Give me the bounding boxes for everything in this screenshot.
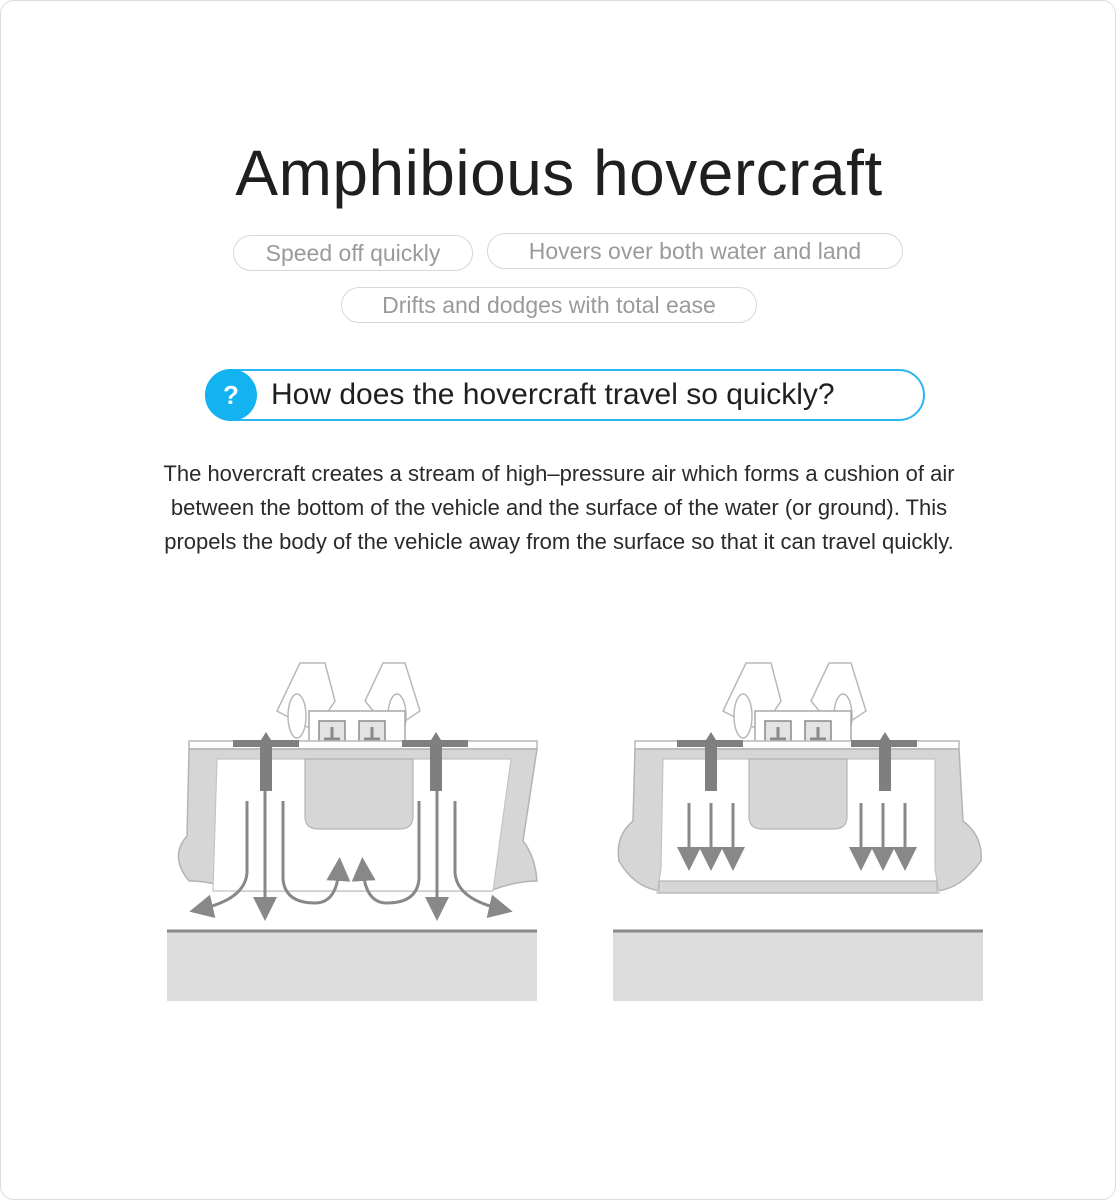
feature-tag-drift: Drifts and dodges with total ease — [341, 287, 757, 323]
feature-tag-speed: Speed off quickly — [233, 235, 473, 271]
ground-icon — [167, 931, 537, 1001]
question-banner — [205, 369, 925, 421]
page-title: Amphibious hovercraft — [235, 137, 883, 209]
ground-icon — [613, 931, 983, 1001]
description-text: The hovercraft creates a stream of high–pressure air which forms a cushion of air between the bottom of the vehicle and the surface of the water (or ground). This propels the body of the vehicle away from the surface so that it can travel quickly. — [163, 461, 955, 554]
question-text: How does the hovercraft travel so quickly? — [271, 378, 835, 411]
hovercraft-lift-diagram — [611, 641, 1011, 1011]
feature-tag-hover: Hovers over both water and land — [487, 233, 903, 269]
hovercraft-airflow-diagram — [165, 641, 565, 1011]
question-icon: ? — [205, 369, 257, 421]
